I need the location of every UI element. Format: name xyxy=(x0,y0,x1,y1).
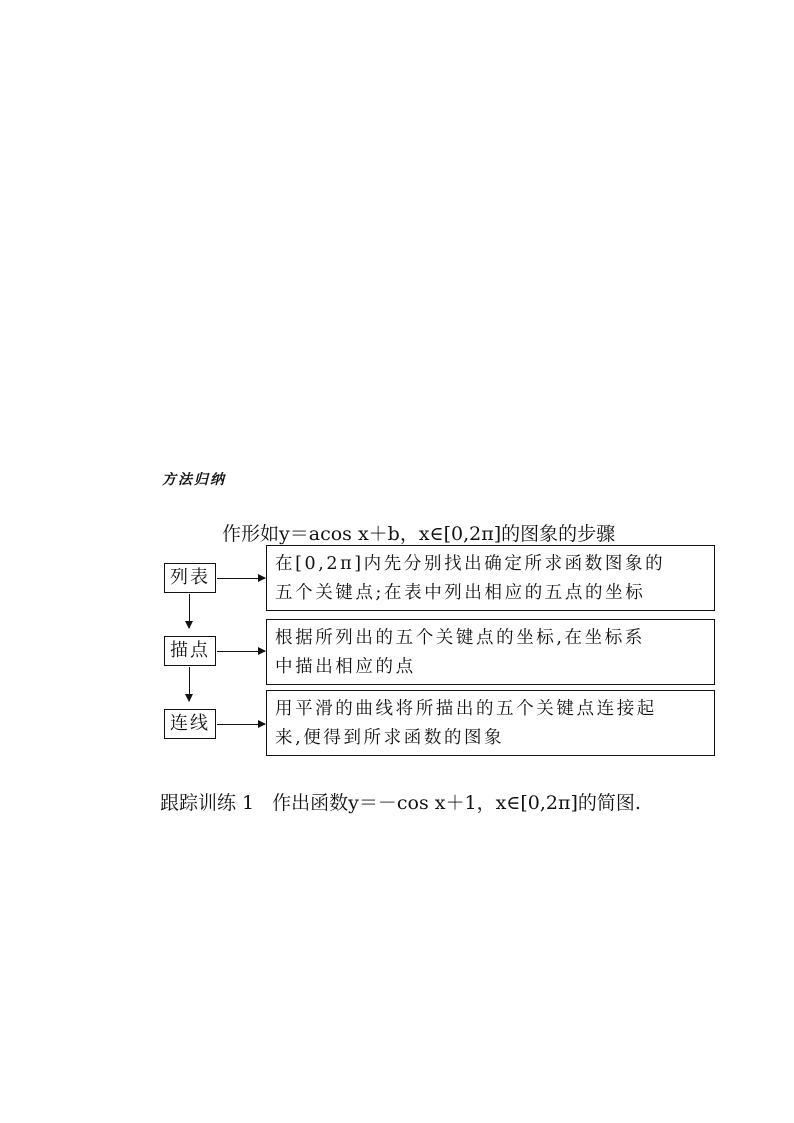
step-desc-line: 用平滑的曲线将所描出的五个关键点连接起 xyxy=(275,699,657,719)
arrow-down-2 xyxy=(189,667,190,701)
heading-formula: y＝acos x＋b，x∈[0,2π] xyxy=(279,523,502,545)
exercise-formula: y＝－cos x＋1，x∈[0,2π] xyxy=(348,792,578,814)
arrow-right-1 xyxy=(217,578,265,579)
arrow-down-1 xyxy=(189,594,190,628)
exercise-line xyxy=(160,788,641,815)
step-box-connect: 连线 xyxy=(164,709,216,739)
step-desc-line: 五个关键点;在表中列出相应的五点的坐标 xyxy=(275,583,646,603)
arrow-right-3 xyxy=(217,724,265,725)
step-desc-connect xyxy=(266,690,715,756)
step-desc-plot xyxy=(266,619,715,685)
exercise-label: 跟踪训练 1 xyxy=(160,792,255,814)
step-desc-line: 在[0,2π]内先分别找出确定所求函数图象的 xyxy=(275,554,666,574)
step-desc-line: 根据所列出的五个关键点的坐标,在坐标系 xyxy=(275,628,645,648)
section-label: 方法归纳 xyxy=(162,472,226,488)
heading-prefix: 作形如 xyxy=(222,523,280,545)
exercise-prefix: 作出函数 xyxy=(272,792,349,814)
exercise-suffix: 的简图. xyxy=(577,792,641,814)
arrow-right-2 xyxy=(217,651,265,652)
flowchart-heading xyxy=(222,519,615,546)
heading-suffix: 的图象的步骤 xyxy=(501,523,616,545)
step-desc-line: 来,便得到所求函数的图象 xyxy=(275,728,505,748)
step-box-plot: 描点 xyxy=(164,636,216,666)
step-box-list: 列表 xyxy=(164,563,216,593)
step-desc-line: 中描出相应的点 xyxy=(275,657,416,677)
step-desc-list xyxy=(266,545,715,611)
